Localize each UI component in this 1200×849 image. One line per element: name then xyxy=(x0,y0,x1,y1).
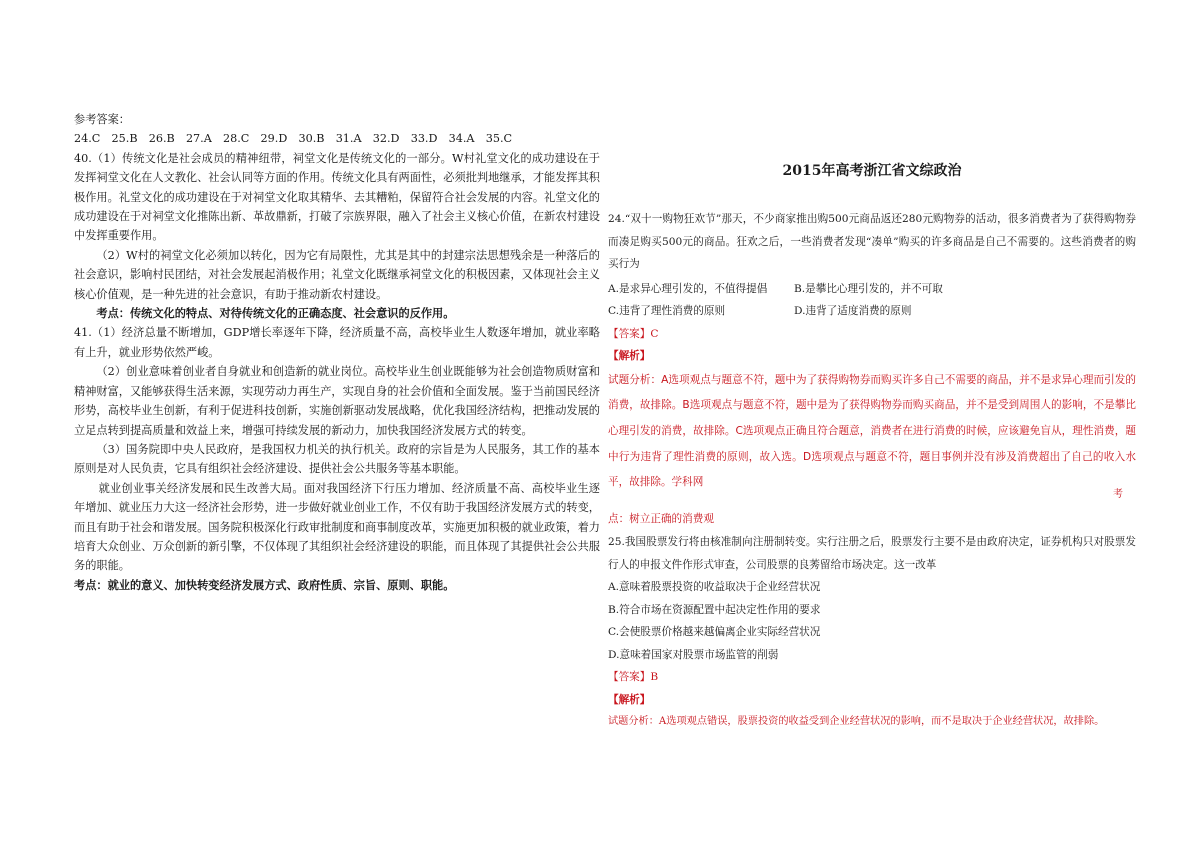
q25-option-d: D.意味着国家对股票市场监管的削弱 xyxy=(608,648,779,661)
q24-answer: 【答案】C xyxy=(608,327,659,340)
q24-analysis-label: 【解析】 xyxy=(608,350,651,362)
q24-stem: 24.“双十一购物狂欢节”那天，不少商家推出购500元商品返还280元购物券的活动，很多消费者为了获得购物券而凑足购买500元的商品。狂欢之后，一些消费者发现“凑单”购买的许多商品是自己不需要的。这些消费者的购买行为 xyxy=(608,213,1136,270)
q24-option-b: B.是攀比心理引发的，并不可取 xyxy=(794,282,943,295)
q40-part1: 40.（1）传统文化是社会成员的精神纽带，祠堂文化是传统文化的一部分。W村礼堂文化的成功建设在于发挥祠堂文化在人文教化、社会认同等方面的作用。传统文化具有两面性，必须批判地继承，才能发挥其积极作用。礼堂文化的成功建设在于对祠堂文化取其精华、去其糟粕，保留符合社会发展的内容。礼堂文化的成功建设在于对祠堂文化推陈出新、革故鼎新，打破了宗族界限，融入了社会主义核心价值，在新农村建设中发挥重要作用。 xyxy=(74,151,600,243)
q41-kaodian: 考点：就业的意义、加快转变经济发展方式、政府性质、宗旨、原则、职能。 xyxy=(74,577,455,592)
q24-option-a: A.是求异心理引发的，不值得提倡 xyxy=(608,282,768,295)
q24-options-row1 xyxy=(608,278,1136,301)
answer-column xyxy=(74,110,600,595)
q24-analysis: 试题分析：A选项观点与题意不符，题中为了获得购物券而购买许多自己不需要的商品，并不是求异心理而引发的消费，故排除。B选项观点与题意不符，题中是为了获得购物券而购买商品，并不是受到周围人的影响，不是攀比心理引发的消费，故排除。C选项观点正确且符合题意，消费者在进行消费的时候，应该避免盲从，理性消费，题中行为违背了理性消费的原则，故入选。D选项观点与题意不符，题目事例并没有涉及消费超出了自己的收入水平，故排除。学科网 xyxy=(608,373,1136,489)
q25-analysis: 试题分析：A选项观点错误，股票投资的收益受到企业经营状况的影响，而不是取决于企业经营状况，故排除。 xyxy=(608,716,1105,727)
q24-kaodian: 点：树立正确的消费观 xyxy=(608,513,714,525)
answer-list: 24.C 25.B 26.B 27.A 28.C 29.D 30.B 31.A 32.D 33.D 34.A 35.C xyxy=(74,132,513,146)
q25-option-b: B.符合市场在资源配置中起决定性作用的要求 xyxy=(608,603,821,616)
q24-kao-char: 考 xyxy=(1113,489,1123,500)
exam-title: 2015年高考浙江省文综政治 xyxy=(782,163,962,179)
q25-analysis-label: 【解析】 xyxy=(608,693,651,706)
q25-stem: 25.我国股票发行将由核准制向注册制转变。实行注册之后，股票发行主要不是由政府决定，证券机构只对股票发行人的申报文件作形式审查，公司股票的良莠留给市场决定。这一改革 xyxy=(608,536,1136,571)
q41-part1: 41.（1）经济总量不断增加，GDP增长率逐年下降，经济质量不高，高校毕业生人数逐年增加，就业率略有上升，就业形势依然严峻。 xyxy=(74,326,600,359)
q25-option-a: A.意味着股票投资的收益取决于企业经营状况 xyxy=(608,581,821,593)
q41-part3: （3）国务院即中央人民政府，是我国权力机关的执行机关。政府的宗旨是为人民服务，其工作的基本原则是对人民负责，它具有组织社会经济建设、提供社会公共服务等基本职能。 xyxy=(74,442,600,476)
question-24 xyxy=(608,208,1136,496)
q25-answer: 【答案】B xyxy=(608,671,659,683)
q41-part4: 就业创业事关经济发展和民生改善大局。面对我国经济下行压力增加、经济质量不高、高校毕业生逐年增加、就业压力大这一经济社会形势，进一步做好就业创业工作，不仅有助于我国经济发展方式的转变，而且有助于社会和谐发展。国务院积极深化行政审批制度和商事制度改革，实施更加积极的就业政策，着力培育大众创业、万众创新的新引擎，不仅体现了其组织社会经济建设的职能，而且体现了其提供社会公共服务的职能。 xyxy=(74,481,600,573)
q24-option-c: C.违背了理性消费的原则 xyxy=(608,305,726,317)
q40-part2: （2）W村的祠堂文化必须加以转化，因为它有局限性，尤其是其中的封建宗法思想残余是一种落后的社会意识，影响村民团结，对社会发展起消极作用；礼堂文化既继承祠堂文化的积极因素，又体现社会主义核心价值观，是一种先进的社会意识，有助于推动新农村建设。 xyxy=(74,248,600,301)
q24-kaodian-block xyxy=(608,508,1136,531)
question-25 xyxy=(608,531,1136,734)
q24-option-d: D.违背了适度消费的原则 xyxy=(794,305,912,317)
q25-option-c: C.会使股票价格越来越偏离企业实际经营状况 xyxy=(608,626,821,638)
q40-kaodian: 考点：传统文化的特点、对待传统文化的正确态度、社会意识的反作用。 xyxy=(96,306,455,321)
q41-part2: （2）创业意味着创业者自身就业和创造新的就业岗位。高校毕业生创业既能够为社会创造物质财富和精神财富，又能够获得生活来源，实现劳动力再生产，实现自身的社会价值和全面发展。鉴于当前国民经济形势，高校毕业生创新，有利于促进科技创新，实施创新驱动发展战略，优化我国经济结构，把推动发展的立足点转到提高质量和效益上来，增强可持续发展的新动力，加快我国经济发展方式的转变。 xyxy=(74,365,600,437)
q24-options-row2 xyxy=(608,300,1136,323)
answer-heading: 参考答案： xyxy=(74,113,130,126)
